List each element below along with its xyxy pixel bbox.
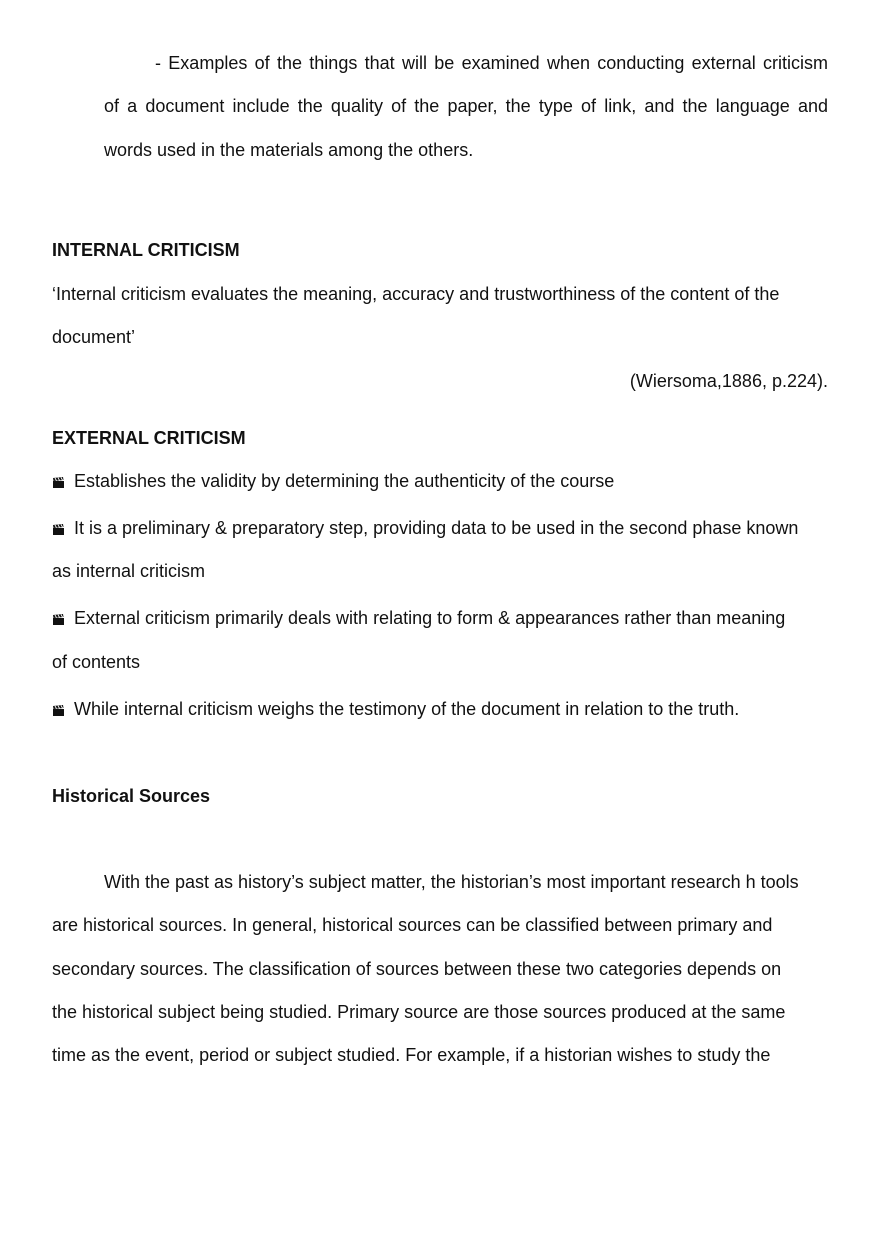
external-bullet-2-continuation: as internal criticism [52, 561, 206, 581]
historical-para-line-2: are historical sources. In general, historical sources can be classified between primary and [52, 915, 773, 935]
external-bullet-1 [52, 470, 614, 492]
external-criticism-heading: EXTERNAL CRITICISM [52, 428, 246, 448]
intro-line-1: - Examples of the things that will be examined when conducting external criticism [155, 53, 828, 73]
clapperboard-icon [52, 524, 65, 535]
external-bullet-3 [52, 607, 785, 629]
historical-para-line-1: With the past as history’s subject matter, the historian’s most important research h tools [104, 872, 799, 892]
external-bullet-4 [52, 698, 739, 720]
internal-quote-line-1: ‘Internal criticism evaluates the meaning, accuracy and trustworthiness of the content of the [52, 284, 780, 304]
external-bullet-2-text: It is a preliminary & preparatory step, providing data to be used in the second phase known [74, 518, 799, 538]
external-bullet-3-text: External criticism primarily deals with relating to form & appearances rather than meaning [74, 608, 786, 628]
external-bullet-3-continuation: of contents [52, 652, 141, 672]
external-bullet-4-text: While internal criticism weighs the testimony of the document in relation to the truth. [74, 699, 740, 719]
external-bullet-1-text: Establishes the validity by determining the authenticity of the course [74, 471, 615, 491]
internal-quote-line-2: document’ [52, 327, 136, 347]
intro-line-3: words used in the materials among the others. [104, 140, 474, 160]
historical-para-line-3: secondary sources. The classification of sources between these two categories depends on [52, 959, 782, 979]
intro-line-2: of a document include the quality of the paper, the type of link, and the language and [104, 96, 828, 116]
clapperboard-icon [52, 705, 65, 716]
internal-citation: (Wiersoma,1886, p.224). [629, 371, 828, 391]
clapperboard-icon [52, 477, 65, 488]
internal-criticism-heading: INTERNAL CRITICISM [52, 240, 240, 260]
historical-para-line-4: the historical subject being studied. Primary source are those sources produced at the same [52, 1002, 786, 1022]
historical-sources-heading: Historical Sources [52, 786, 211, 806]
external-bullet-2 [52, 517, 798, 539]
clapperboard-icon [52, 614, 65, 625]
historical-para-line-5: time as the event, period or subject studied. For example, if a historian wishes to study the [52, 1045, 771, 1065]
